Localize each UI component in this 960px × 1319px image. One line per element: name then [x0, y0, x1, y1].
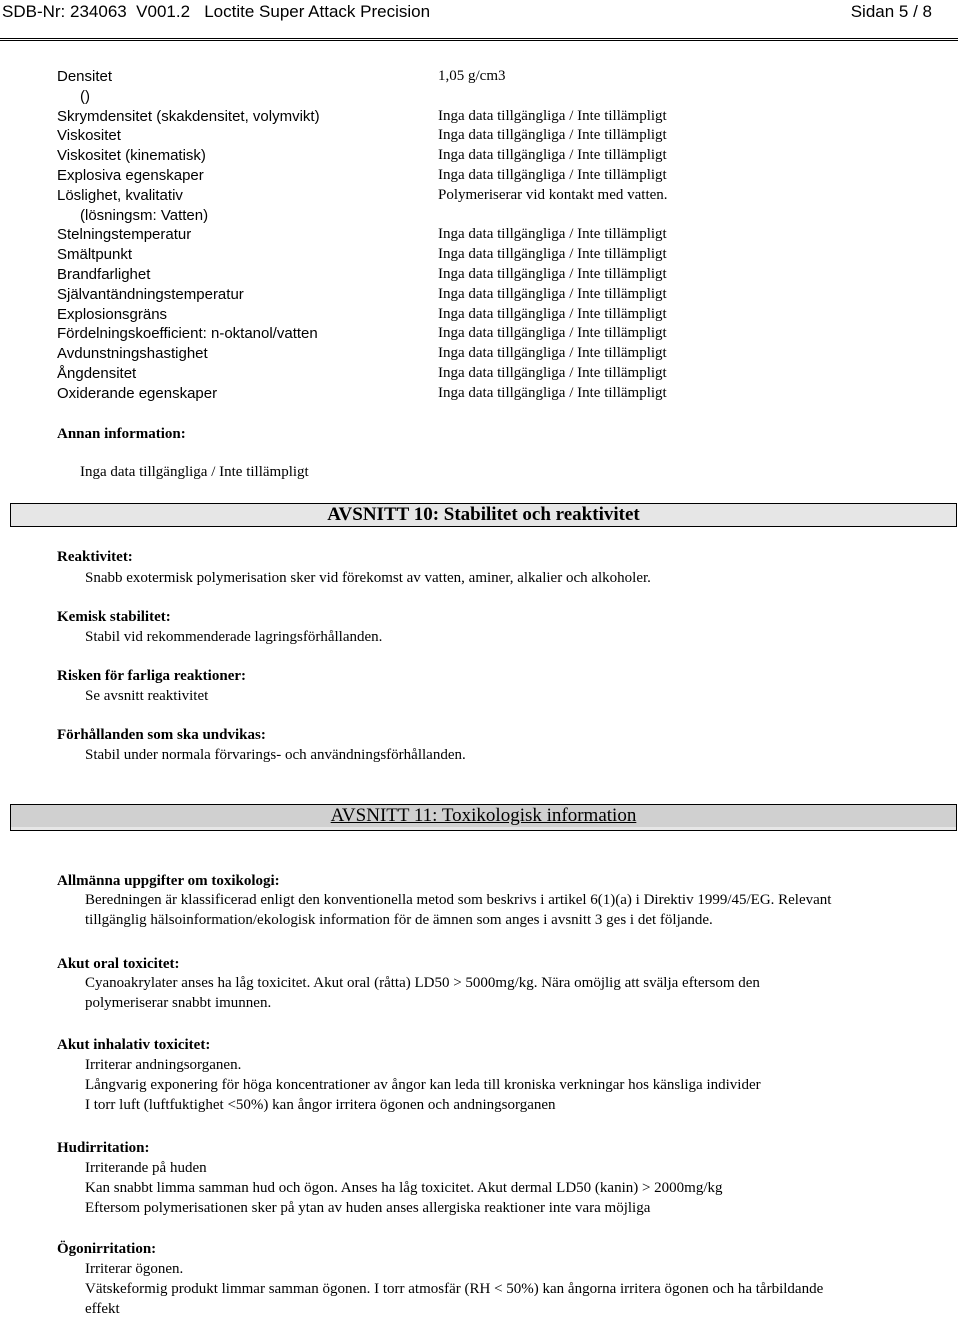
- text-line: Vätskeformig produkt limmar samman ögonen. I torr atmosfär (RH < 50%) kan ångorna irritera ögonen och ha tårbildande: [85, 1281, 824, 1297]
- property-label: Oxiderande egenskaper: [57, 384, 218, 402]
- property-label: Viskositet (kinematisk): [57, 147, 206, 165]
- text-line: Eftersom polymerisationen sker på ytan av huden anses allergiska reaktioner inte vara möjliga: [85, 1200, 651, 1216]
- property-row: [57, 186, 957, 206]
- property-row: [57, 166, 957, 186]
- reactivity-heading: Reaktivitet:: [57, 549, 133, 565]
- text-line: I torr luft (luftfuktighet <50%) kan ångor irritera ögonen och andningsorganen: [85, 1097, 556, 1113]
- property-label: Ångdensitet: [57, 364, 137, 382]
- property-value: Inga data tillgängliga / Inte tillämpligt: [438, 226, 667, 243]
- stability-heading: Kemisk stabilitet:: [57, 609, 171, 625]
- text-line: polymeriserar snabbt imunnen.: [85, 995, 272, 1011]
- property-label: Viskositet: [57, 127, 121, 145]
- property-label: Fördelningskoefficient: n-oktanol/vatten: [57, 325, 318, 343]
- property-label: Stelningstemperatur: [57, 226, 192, 244]
- text-line: Irriterar andningsorganen.: [85, 1057, 242, 1073]
- avoid-heading: Förhållanden som ska undvikas:: [57, 727, 266, 743]
- property-value: Inga data tillgängliga / Inte tillämpligt: [438, 127, 667, 144]
- property-row: [57, 67, 957, 87]
- section11-banner: [10, 804, 957, 831]
- property-value: 1,05 g/cm3: [438, 68, 506, 84]
- skin-irritation-text: [85, 1158, 955, 1218]
- section11-title: AVSNITT 11: Toxikologisk information: [11, 805, 956, 827]
- text-line: Cyanoakrylater anses ha låg toxicitet. Akut oral (råtta) LD50 > 5000mg/kg. Nära omöjlig att svälja eftersom den: [85, 975, 760, 991]
- property-label: (): [80, 87, 90, 105]
- property-label: Skrymdensitet (skakdensitet, volymvikt): [57, 107, 320, 125]
- general-tox-heading: Allmänna uppgifter om toxikologi:: [57, 873, 280, 889]
- property-value: Inga data tillgängliga / Inte tillämpligt: [438, 325, 667, 342]
- property-value: Inga data tillgängliga / Inte tillämpligt: [438, 285, 667, 302]
- property-value: Inga data tillgängliga / Inte tillämpligt: [438, 166, 667, 183]
- eye-irritation-heading: Ögonirritation:: [57, 1241, 157, 1257]
- property-row: [57, 107, 957, 127]
- property-row: [57, 364, 957, 384]
- property-row: [57, 324, 957, 344]
- property-value: Inga data tillgängliga / Inte tillämpligt: [438, 345, 667, 362]
- stability-text: Stabil vid rekommenderade lagringsförhållanden.: [85, 629, 383, 645]
- property-label: Självantändningstemperatur: [57, 285, 244, 303]
- property-label: Avdunstningshastighet: [57, 345, 208, 363]
- oral-tox-heading: Akut oral toxicitet:: [57, 956, 180, 972]
- text-line: effekt: [85, 1301, 120, 1317]
- hazard-text: Se avsnitt reaktivitet: [85, 688, 209, 704]
- eye-irritation-text: [85, 1259, 955, 1319]
- property-value: Inga data tillgängliga / Inte tillämpligt: [438, 246, 667, 263]
- other-info-heading: Annan information:: [57, 426, 186, 442]
- property-value: Inga data tillgängliga / Inte tillämpligt: [438, 384, 667, 401]
- property-row: [57, 126, 957, 146]
- property-row: [57, 344, 957, 364]
- property-row: [57, 225, 957, 245]
- section10-banner: [10, 503, 957, 527]
- property-label: (lösningsm: Vatten): [80, 206, 209, 224]
- property-value: Inga data tillgängliga / Inte tillämpligt: [438, 265, 667, 282]
- property-label: Smältpunkt: [57, 246, 133, 264]
- document-id-title: SDB-Nr: 234063 V001.2 Loctite Super Attack Precision: [2, 2, 431, 21]
- property-label: Explosionsgräns: [57, 305, 168, 323]
- property-row: [57, 265, 957, 285]
- property-row: [57, 206, 957, 226]
- property-label: Löslighet, kvalitativ: [57, 186, 183, 204]
- property-value: Polymeriserar vid kontakt med vatten.: [438, 186, 668, 203]
- skin-irritation-heading: Hudirritation:: [57, 1140, 150, 1156]
- property-row: [57, 245, 957, 265]
- property-value: Inga data tillgängliga / Inte tillämpligt: [438, 107, 667, 124]
- property-label: Densitet: [57, 68, 113, 85]
- text-line: tillgänglig hälsoinformation/ekologisk information för de ämnen som anges i avsnitt 3 ges i det följande.: [85, 912, 713, 928]
- general-tox-text: [85, 890, 955, 930]
- property-row: [57, 146, 957, 166]
- property-row: [57, 87, 957, 107]
- page-number: Sidan 5 / 8: [850, 2, 932, 21]
- text-line: Beredningen är klassificerad enligt den konventionella metod som beskrivs i artikel 6(1)(a) i Direktiv 1999/45/EG. Relevant: [85, 892, 832, 908]
- text-line: Irriterar ögonen.: [85, 1261, 184, 1277]
- inhal-tox-heading: Akut inhalativ toxicitet:: [57, 1037, 211, 1053]
- oral-tox-text: [85, 973, 955, 1013]
- text-line: Irriterande på huden: [85, 1160, 207, 1176]
- property-row: [57, 384, 957, 404]
- property-value: Inga data tillgängliga / Inte tillämpligt: [438, 305, 667, 322]
- section10-title: AVSNITT 10: Stabilitet och reaktivitet: [327, 504, 640, 525]
- reactivity-text: Snabb exotermisk polymerisation sker vid förekomst av vatten, aminer, alkalier och alkoholer.: [85, 570, 651, 586]
- page-header: [0, 0, 960, 40]
- properties-table: [57, 67, 957, 404]
- avoid-text: Stabil under normala förvarings- och användningsförhållanden.: [85, 747, 466, 763]
- property-label: Brandfarlighet: [57, 265, 151, 283]
- text-line: Långvarig exponering för höga koncentrationer av ångor kan leda till kroniska verkningar hos känsliga individer: [85, 1077, 761, 1093]
- header-divider: [0, 38, 958, 41]
- hazard-heading: Risken för farliga reaktioner:: [57, 668, 247, 684]
- other-info-text: Inga data tillgängliga / Inte tillämpligt: [80, 464, 309, 480]
- text-line: Kan snabbt limma samman hud och ögon. Anses ha låg toxicitet. Akut dermal LD50 (kanin) > 2000mg/kg: [85, 1180, 723, 1196]
- property-value: Inga data tillgängliga / Inte tillämpligt: [438, 364, 667, 381]
- property-value: Inga data tillgängliga / Inte tillämpligt: [438, 147, 667, 164]
- property-row: [57, 285, 957, 305]
- property-label: Explosiva egenskaper: [57, 166, 204, 184]
- property-row: [57, 305, 957, 325]
- inhal-tox-text: [85, 1055, 955, 1115]
